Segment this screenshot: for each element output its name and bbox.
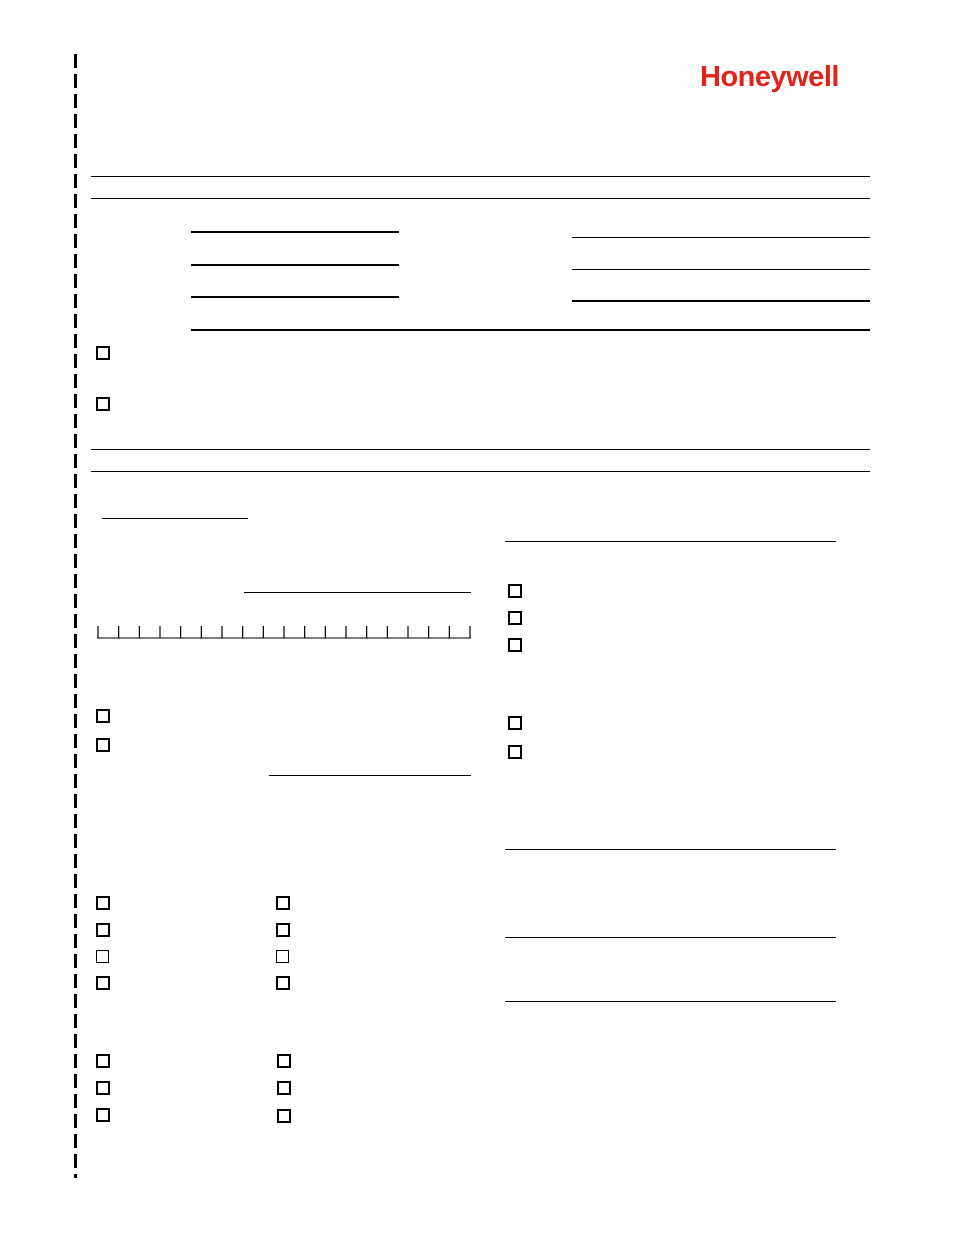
field-line-right-d[interactable] [505,1001,836,1002]
field-line-left-1[interactable] [191,231,399,233]
checkbox-grid2-r1-c1[interactable] [96,1054,110,1068]
field-line-left-b[interactable] [269,775,471,776]
checkbox-grid2-r3-c1[interactable] [96,1108,110,1122]
field-line-right-1[interactable] [572,237,870,238]
checkbox-grid1-r2-c1[interactable] [96,923,110,937]
checkbox-grid1-r2-c2[interactable] [276,923,290,937]
field-line-right-3[interactable] [572,300,870,302]
field-line-full-width[interactable] [191,329,870,331]
field-line-left-3[interactable] [191,296,399,298]
character-entry-grid[interactable] [97,625,471,639]
checkbox-grid2-r2-c2[interactable] [277,1081,291,1095]
field-line-right-a[interactable] [505,541,836,542]
honeywell-logo: Honeywell [700,61,839,93]
checkbox-left-a2[interactable] [96,738,110,752]
section-rule-top [91,449,870,450]
checkbox-grid1-r1-c2[interactable] [276,896,290,910]
checkbox-grid2-r3-c2[interactable] [277,1109,291,1123]
field-line-left-a[interactable] [244,592,471,593]
perforation-margin [74,54,77,1178]
checkbox-grid1-r3-c1[interactable] [96,950,109,963]
checkbox-right-b2[interactable] [508,745,522,759]
field-line-right-2[interactable] [572,269,870,270]
field-line-right-c[interactable] [505,937,836,938]
header-rule-top [91,176,870,177]
header-rule-bottom [91,198,870,199]
checkbox-option-top-1[interactable] [96,346,110,360]
checkbox-grid2-r1-c2[interactable] [277,1054,291,1068]
checkbox-right-b1[interactable] [508,716,522,730]
checkbox-grid2-r2-c1[interactable] [96,1081,110,1095]
checkbox-right-a1[interactable] [508,584,522,598]
checkbox-grid1-r4-c1[interactable] [96,976,110,990]
section-rule-bottom [91,471,870,472]
checkbox-grid1-r4-c2[interactable] [276,976,290,990]
checkbox-option-top-2[interactable] [96,397,110,411]
checkbox-right-a3[interactable] [508,638,522,652]
field-line-right-b[interactable] [505,849,836,850]
checkbox-left-a1[interactable] [96,709,110,723]
field-line-left-2[interactable] [191,264,399,266]
checkbox-grid1-r1-c1[interactable] [96,896,110,910]
checkbox-right-a2[interactable] [508,611,522,625]
checkbox-grid1-r3-c2[interactable] [276,950,289,963]
field-line-section-heading[interactable] [102,518,248,519]
